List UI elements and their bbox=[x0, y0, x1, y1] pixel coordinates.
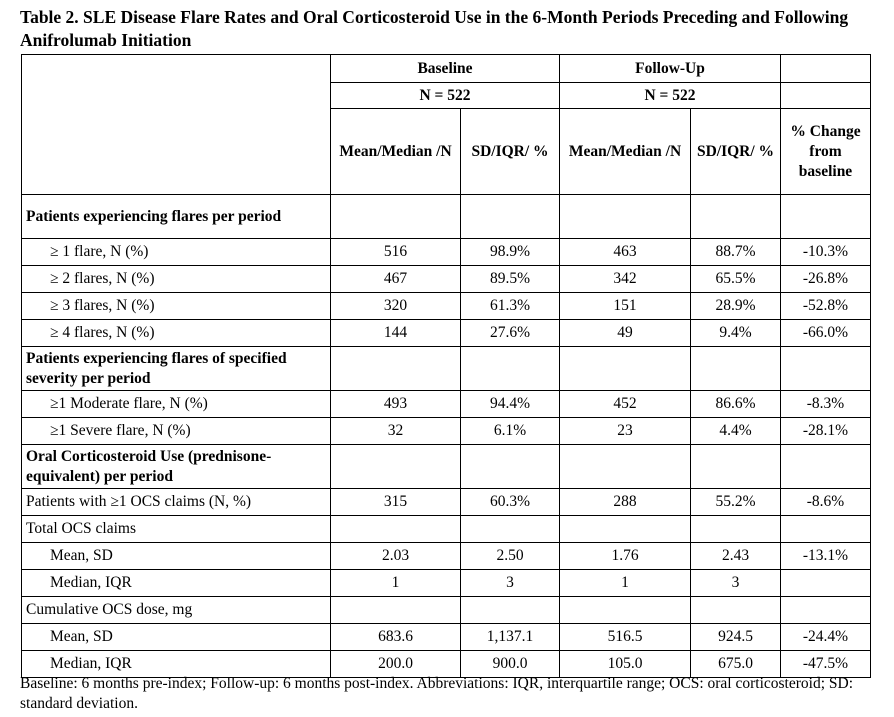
baseline-mean: 200.0 bbox=[331, 651, 461, 678]
row-label: Median, IQR bbox=[22, 651, 331, 678]
baseline-mean: 683.6 bbox=[331, 624, 461, 651]
followup-mean: 452 bbox=[560, 391, 691, 418]
baseline-sd: 3 bbox=[461, 570, 560, 597]
baseline-mean: 516 bbox=[331, 239, 461, 266]
header-blank-change-n bbox=[781, 83, 871, 109]
row-label: ≥1 Severe flare, N (%) bbox=[22, 418, 331, 445]
followup-sd: 28.9% bbox=[691, 293, 781, 320]
row-label: Mean, SD bbox=[22, 624, 331, 651]
baseline-mean: 144 bbox=[331, 320, 461, 347]
followup-sd: 3 bbox=[691, 570, 781, 597]
followup-sd: 65.5% bbox=[691, 266, 781, 293]
followup-mean: 342 bbox=[560, 266, 691, 293]
followup-mean: 151 bbox=[560, 293, 691, 320]
followup-mean: 1.76 bbox=[560, 543, 691, 570]
pct-change: -8.6% bbox=[781, 489, 871, 516]
followup-sd: 86.6% bbox=[691, 391, 781, 418]
baseline-mean: 467 bbox=[331, 266, 461, 293]
followup-sd: 2.43 bbox=[691, 543, 781, 570]
baseline-sd: 6.1% bbox=[461, 418, 560, 445]
baseline-sd: 94.4% bbox=[461, 391, 560, 418]
followup-sd: 55.2% bbox=[691, 489, 781, 516]
header-followup-sd: SD/IQR/ % bbox=[691, 109, 781, 195]
pct-change: -52.8% bbox=[781, 293, 871, 320]
followup-mean: 49 bbox=[560, 320, 691, 347]
baseline-sd: 2.50 bbox=[461, 543, 560, 570]
table-row bbox=[22, 320, 871, 347]
table-row bbox=[22, 543, 871, 570]
table-row bbox=[22, 570, 871, 597]
baseline-sd: 61.3% bbox=[461, 293, 560, 320]
row-label: ≥ 2 flares, N (%) bbox=[22, 266, 331, 293]
pct-change: -47.5% bbox=[781, 651, 871, 678]
baseline-sd: 98.9% bbox=[461, 239, 560, 266]
row-label: ≥1 Moderate flare, N (%) bbox=[22, 391, 331, 418]
baseline-mean: 320 bbox=[331, 293, 461, 320]
followup-sd: 88.7% bbox=[691, 239, 781, 266]
baseline-sd: 900.0 bbox=[461, 651, 560, 678]
followup-sd: 924.5 bbox=[691, 624, 781, 651]
pct-change bbox=[781, 570, 871, 597]
section-row-flares bbox=[22, 195, 871, 239]
table-footnote: Baseline: 6 months pre-index; Follow-up: 6 months post-index. Abbreviations: IQR, interquartile range; OCS: oral corticosteroid; SD: standard deviation. bbox=[20, 675, 854, 712]
section-label: Patients experiencing flares per period bbox=[22, 195, 331, 239]
header-blank-change bbox=[781, 55, 871, 83]
followup-sd: 675.0 bbox=[691, 651, 781, 678]
table-row bbox=[22, 293, 871, 320]
row-label: ≥ 4 flares, N (%) bbox=[22, 320, 331, 347]
header-baseline-sd: SD/IQR/ % bbox=[461, 109, 560, 195]
baseline-sd: 1,137.1 bbox=[461, 624, 560, 651]
pct-change: -66.0% bbox=[781, 320, 871, 347]
header-followup-n: N = 522 bbox=[560, 83, 781, 109]
baseline-mean: 315 bbox=[331, 489, 461, 516]
header-blank-cell bbox=[22, 55, 331, 195]
section-label: Oral Corticosteroid Use (prednisone-equivalent) per period bbox=[22, 445, 331, 489]
table-row bbox=[22, 266, 871, 293]
section-label: Patients experiencing flares of specified severity per period bbox=[22, 347, 331, 391]
baseline-mean: 32 bbox=[331, 418, 461, 445]
header-baseline: Baseline bbox=[331, 55, 560, 83]
followup-sd: 9.4% bbox=[691, 320, 781, 347]
pct-change: -8.3% bbox=[781, 391, 871, 418]
header-row-groups bbox=[22, 55, 871, 83]
row-label: Median, IQR bbox=[22, 570, 331, 597]
baseline-sd: 27.6% bbox=[461, 320, 560, 347]
followup-mean: 105.0 bbox=[560, 651, 691, 678]
row-label: Patients with ≥1 OCS claims (N, %) bbox=[22, 489, 331, 516]
section-row-severity bbox=[22, 347, 871, 391]
table-row bbox=[22, 597, 871, 624]
pct-change: -13.1% bbox=[781, 543, 871, 570]
baseline-sd: 60.3% bbox=[461, 489, 560, 516]
pct-change: -24.4% bbox=[781, 624, 871, 651]
baseline-sd: 89.5% bbox=[461, 266, 560, 293]
header-pct-change: % Change from baseline bbox=[781, 109, 871, 195]
table-row bbox=[22, 391, 871, 418]
pct-change: -26.8% bbox=[781, 266, 871, 293]
pct-change: -28.1% bbox=[781, 418, 871, 445]
baseline-mean: 493 bbox=[331, 391, 461, 418]
results-table bbox=[21, 54, 871, 678]
row-label: Cumulative OCS dose, mg bbox=[22, 597, 331, 624]
followup-mean: 1 bbox=[560, 570, 691, 597]
table-row bbox=[22, 418, 871, 445]
table-row bbox=[22, 489, 871, 516]
table-row bbox=[22, 516, 871, 543]
followup-mean: 23 bbox=[560, 418, 691, 445]
followup-mean: 463 bbox=[560, 239, 691, 266]
header-followup-mean: Mean/Median /N bbox=[560, 109, 691, 195]
table-title: Table 2. SLE Disease Flare Rates and Oral Corticosteroid Use in the 6-Month Periods Preceding and Following Anifrolumab Initiation bbox=[20, 7, 849, 50]
header-baseline-n: N = 522 bbox=[331, 83, 560, 109]
row-label: ≥ 1 flare, N (%) bbox=[22, 239, 331, 266]
header-followup: Follow-Up bbox=[560, 55, 781, 83]
followup-sd: 4.4% bbox=[691, 418, 781, 445]
header-baseline-mean: Mean/Median /N bbox=[331, 109, 461, 195]
row-label: ≥ 3 flares, N (%) bbox=[22, 293, 331, 320]
baseline-mean: 1 bbox=[331, 570, 461, 597]
pct-change: -10.3% bbox=[781, 239, 871, 266]
table-row bbox=[22, 624, 871, 651]
section-row-ocs bbox=[22, 445, 871, 489]
row-label: Mean, SD bbox=[22, 543, 331, 570]
followup-mean: 288 bbox=[560, 489, 691, 516]
followup-mean: 516.5 bbox=[560, 624, 691, 651]
row-label: Total OCS claims bbox=[22, 516, 331, 543]
table-row bbox=[22, 239, 871, 266]
baseline-mean: 2.03 bbox=[331, 543, 461, 570]
